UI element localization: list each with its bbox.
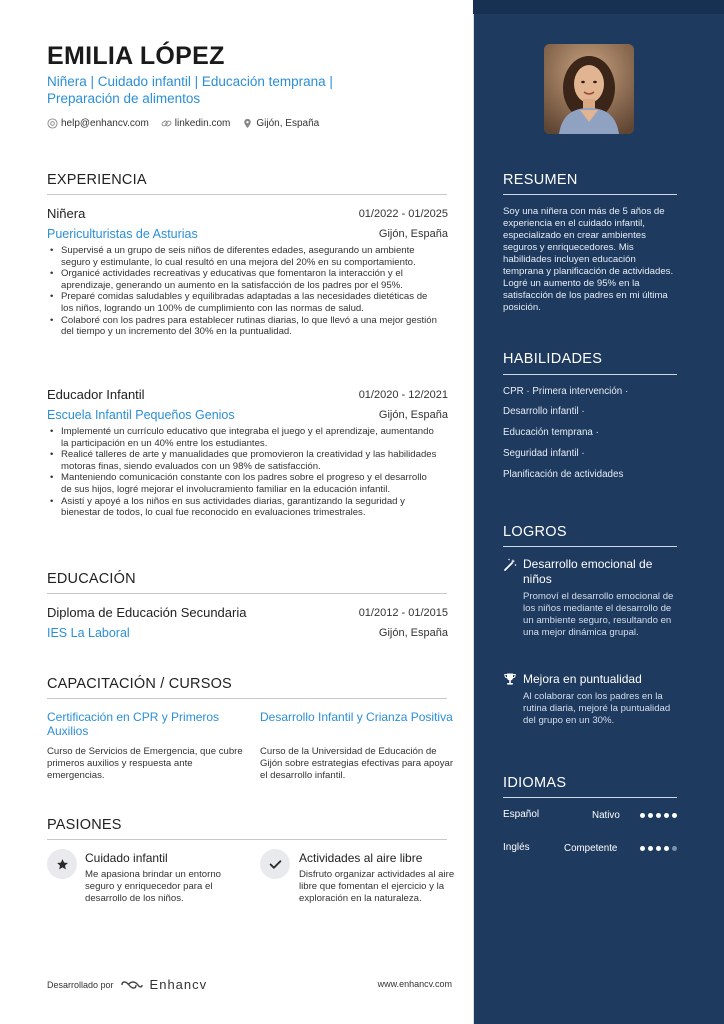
contact-location-text: Gijón, España: [256, 118, 320, 129]
passion-2-title: Actividades al aire libre: [299, 851, 423, 865]
list-item: • Supervisé a un grupo de seis niños de diferentes edades, asegurando un ambiente seguro y estimulante, lo cual resultó en una mejora del 20% en su comportamiento.: [47, 245, 439, 268]
skill-item: Educación temprana ·: [503, 427, 599, 438]
passion-1-title: Cuidado infantil: [85, 851, 168, 865]
list-item: • Implementé un currículo educativo que integraba el juego y el aprendizaje, aumentando la participación en un 40% entre los estudiantes.: [47, 426, 439, 449]
passion-2-desc: Disfruto organizar actividades al aire libre que fomentan el ejercicio y la exploración en la naturaleza.: [299, 869, 455, 904]
footer-brand: Enhancv: [149, 977, 208, 992]
contact-email-text: help@enhancv.com: [61, 118, 149, 129]
experience-heading: EXPERIENCIA: [47, 172, 147, 188]
job-1-company: Puericulturistas de Asturias: [47, 227, 198, 241]
language-1-level: Nativo: [592, 810, 620, 821]
education-location: Gijón, España: [378, 627, 448, 639]
job-1-bullets: [47, 245, 439, 338]
contact-location: [242, 118, 319, 129]
course-1-desc: Curso de Servicios de Emergencia, que cubre primeros auxilios y respuesta ante emergencias.: [47, 746, 243, 781]
star-icon: [56, 858, 69, 871]
checkmark-icon: [269, 858, 282, 871]
languages-rule: [503, 797, 677, 798]
contact-row: [47, 118, 319, 129]
achievement-1-title: Desarrollo emocional de niños: [523, 557, 653, 586]
list-item: • Asistí y apoyé a los niños en sus actividades diarias, garantizando la seguridad y bienestar de todos, lo cual fue reconocido en evaluaciones trimestrales.: [47, 496, 439, 519]
proficiency-dot: [648, 813, 653, 818]
proficiency-dot: [640, 846, 645, 851]
contact-linkedin-text: linkedin.com: [174, 118, 231, 129]
profile-photo-image: [544, 44, 634, 134]
link-icon: [161, 118, 172, 129]
headline: Niñera | Cuidado infantil | Educación temprana | Preparación de alimentos: [47, 74, 333, 106]
achievement-2-title: Mejora en puntualidad: [523, 672, 642, 686]
proficiency-dot: [656, 813, 661, 818]
passions-rule: [47, 839, 447, 840]
contact-linkedin[interactable]: [161, 118, 231, 129]
passion-1-icon-wrap: [47, 849, 77, 879]
footer-url[interactable]: www.enhancv.com: [377, 979, 452, 989]
experience-rule: [47, 194, 447, 195]
job-1-dates: 01/2022 - 01/2025: [358, 208, 448, 220]
achievements-heading: LOGROS: [503, 524, 567, 540]
sidebar-top-band: [473, 0, 724, 14]
proficiency-dot: [672, 813, 677, 818]
skill-item: Planificación de actividades: [503, 469, 624, 480]
summary-rule: [503, 194, 677, 195]
courses-rule: [47, 698, 447, 699]
passion-2-icon-wrap: [260, 849, 290, 879]
proficiency-dot: [664, 813, 669, 818]
achievement-2-desc: Al colaborar con los padres en la rutina diaria, mejoré la puntualidad del grupo en un 30%.: [523, 691, 671, 726]
skill-item: Seguridad infantil ·: [503, 448, 585, 459]
candidate-name: EMILIA LÓPEZ: [47, 42, 225, 70]
education-rule: [47, 593, 447, 594]
education-heading: EDUCACIÓN: [47, 571, 136, 587]
footer-credit: [47, 977, 207, 992]
contact-email[interactable]: [47, 118, 149, 129]
footer-powered-by: Desarrollado por: [47, 979, 114, 990]
job-2-role: Educador Infantil: [47, 387, 145, 402]
education-degree: Diploma de Educación Secundaria: [47, 605, 247, 620]
enhancv-logo-icon: [120, 978, 144, 992]
magic-wand-icon: [503, 558, 517, 572]
proficiency-dot: [664, 846, 669, 851]
language-2-level: Competente: [564, 843, 618, 854]
achievements-rule: [503, 546, 677, 547]
language-2-name: Inglés: [503, 842, 530, 853]
skill-item: Desarrollo infantil ·: [503, 406, 585, 417]
skill-item: CPR · Primera intervención ·: [503, 386, 629, 397]
job-2-location: Gijón, España: [378, 409, 448, 421]
proficiency-dot: [640, 813, 645, 818]
course-1-title: Certificación en CPR y Primeros Auxilios: [47, 710, 220, 738]
location-pin-icon: [242, 118, 253, 129]
course-2-desc: Curso de la Universidad de Educación de Gijón sobre estrategias efectivas para apoyar el desarrollo infantil.: [260, 746, 454, 781]
language-1-dots: [640, 813, 677, 818]
summary-text: Soy una niñera con más de 5 años de experiencia en el cuidado infantil, especializado en crear ambientes seguros y enriquecedores. Mis habilidades incluyen educación temprana y planificación de actividades. Logré un aumento de 95% en la satisfacción de los padres en mi última posición.: [503, 206, 674, 313]
at-icon: [47, 118, 58, 129]
language-1-name: Español: [503, 809, 540, 820]
profile-photo: [544, 44, 634, 134]
passion-1-desc: Me apasiona brindar un entorno seguro y enriquecedor para el desarrollo de los niños.: [85, 869, 222, 904]
sidebar: [473, 0, 724, 1024]
skills-rule: [503, 374, 677, 375]
job-1-location: Gijón, España: [378, 228, 448, 240]
courses-heading: CAPACITACIÓN / CURSOS: [47, 676, 232, 692]
job-2-bullets: [47, 426, 439, 519]
list-item: • Preparé comidas saludables y equilibradas adaptadas a las necesidades dietéticas de los niños, logrando un 100% de cumplimiento con las normas de salud.: [47, 291, 439, 314]
job-2-company: Escuela Infantil Pequeños Genios: [47, 408, 235, 422]
list-item: • Organicé actividades recreativas y educativas que fomentaron la interacción y el aprendizaje, generando un aumento en la satisfacción de los padres por el 95%.: [47, 268, 439, 291]
course-2-title: Desarrollo Infantil y Crianza Positiva: [260, 710, 453, 724]
skills-heading: HABILIDADES: [503, 351, 603, 367]
education-school: IES La Laboral: [47, 626, 130, 640]
list-item: • Colaboré con los padres para establecer rutinas diarias, lo que llevó a una mejor gestión del tiempo y un incremento del 30% en la puntualidad.: [47, 315, 439, 338]
proficiency-dot: [672, 846, 677, 851]
job-2-dates: 01/2020 - 12/2021: [358, 389, 448, 401]
trophy-icon: [503, 672, 517, 686]
list-item: • Realicé talleres de arte y manualidades que promovieron la creatividad y las habilidades motoras finas, siendo evaluados con un 98% de satisfacción.: [47, 449, 439, 472]
languages-heading: IDIOMAS: [503, 775, 567, 791]
passions-heading: PASIONES: [47, 817, 122, 833]
summary-heading: RESUMEN: [503, 172, 578, 188]
list-item: • Manteniendo comunicación constante con los padres sobre el progreso y el desarrollo de sus hijos, logré mejorar el involucramiento familiar en la educación infantil.: [47, 472, 439, 495]
achievement-1-desc: Promoví el desarrollo emocional de los niños mediante el desarrollo de un ambiente seguro, resultando en una mejor dinámica grupal.: [523, 591, 674, 638]
language-2-dots: [640, 846, 677, 851]
education-dates: 01/2012 - 01/2015: [358, 607, 448, 619]
proficiency-dot: [656, 846, 661, 851]
job-1-role: Niñera: [47, 206, 86, 221]
proficiency-dot: [648, 846, 653, 851]
